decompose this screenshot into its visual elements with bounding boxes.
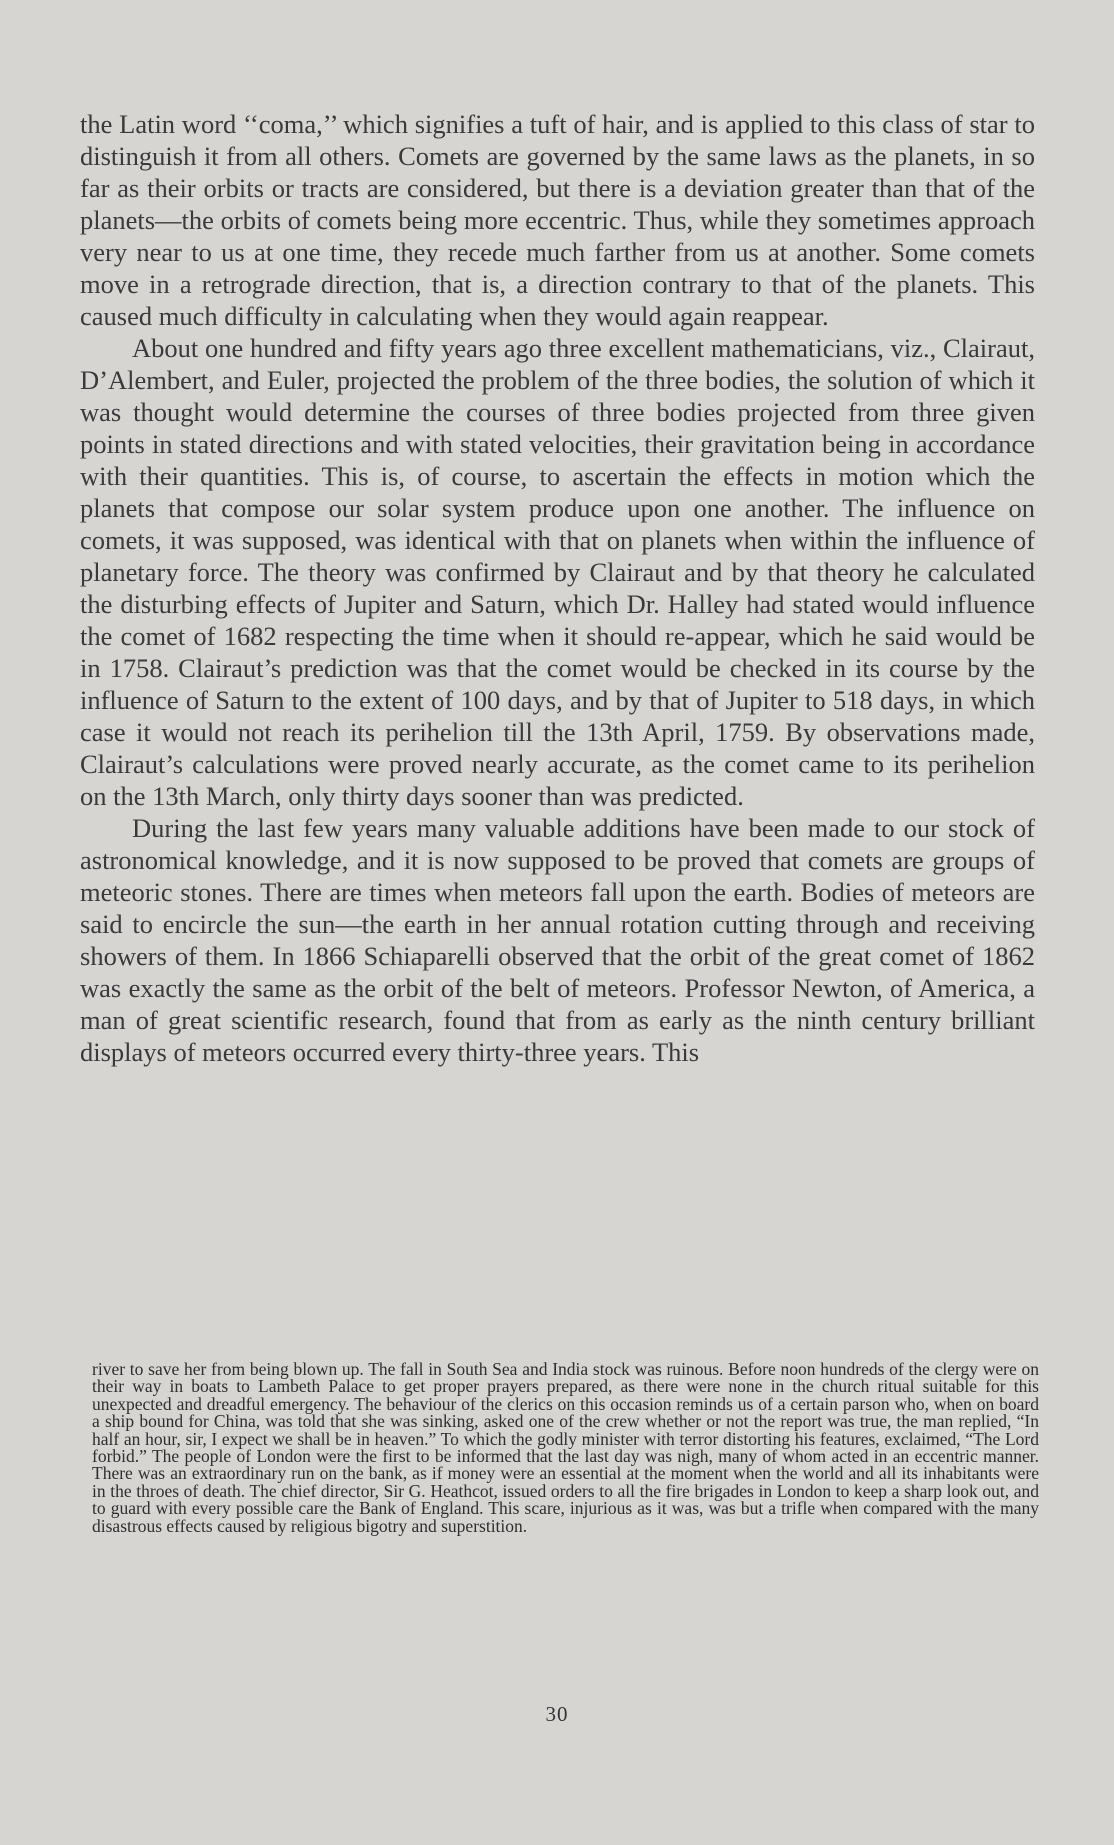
paragraph-meteoric-stones: During the last few years many valuable additions have been made to our stock of astronomical knowledge, and it is now supposed to be proved that comets are groups of meteoric stones. There are times when meteors fall upon the earth. Bodies of meteors are said to encircle the sun—the earth in her annual rotation cutting through and receiving showers of them. In 1866 Schiaparelli observed that the orbit of the great comet of 1862 was exactly the same as the orbit of the belt of meteors. Professor Newton, of America, a man of great scientific research, found that from as early as the ninth century brilliant displays of meteors occurred every thirty-three years. This <box>80 813 1035 1067</box>
page-number: 30 <box>545 1702 569 1726</box>
main-text-body <box>80 108 1035 1068</box>
paragraph-comets-orbits: the Latin word ‘‘coma,’’ which signifies a tuft of hair, and is applied to this class of star to distinguish it from all others. Comets are governed by the same laws as the planets, in so far as their orbits or tracts are considered, but there is a deviation greater than that of the planets—the orbits of comets being more eccentric. Thus, while they sometimes approach very near to us at one time, they recede much farther from us at another. Some comets move in a retrograde direction, that is, a direction contrary to that of the planets. This caused much difficulty in calculating when they would again reappear. <box>80 109 1035 331</box>
paragraph-three-bodies-problem: About one hundred and fifty years ago three excellent mathematicians, viz., Clairaut, D’Alembert, and Euler, projected the problem of the three bodies, the solution of which it was thought would determine the courses of three bodies projected from three given points in stated directions and with stated velocities, their gravitation being in accordance with their quantities. This is, of course, to ascertain the effects in motion which the planets that compose our solar system produce upon one another. The influence on comets, it was supposed, was identical with that on planets when within the influence of planetary force. The theory was confirmed by Clairaut and by that theory he calculated the disturbing effects of Jupiter and Saturn, which Dr. Halley had stated would influence the comet of 1682 respecting the time when it should re-appear, which he said would be in 1758. Clairaut’s prediction was that the comet would be checked in its course by the influence of Saturn to the extent of 100 days, and by that of Jupiter to 518 days, in which case it would not reach its perihelion till the 13th April, 1759. By observations made, Clairaut’s calculations were proved nearly accurate, as the comet came to its perihelion on the 13th March, only thirty days sooner than was predicted. <box>80 333 1035 811</box>
footnote: river to save her from being blown up. The fall in South Sea and India stock was ruinous. Before noon hundreds of the clergy were on their way in boats to Lambeth Palace to get proper prayers prepared, as there were none in the church ritual suitable for this unexpected and dreadful emergency. The behaviour of the clerics on this occasion reminds us of a certain parson who, when on board a ship bound for China, was told that she was sinking, asked one of the crew whether or not the report was true, the man replied, “In half an hour, sir, I expect we shall be in heaven.” To which the godly minister with terror distorting his features, exclaimed, “The Lord forbid.” The people of London were the first to be informed that the last day was nigh, many of whom acted in an eccentric manner. There was an extraordinary run on the bank, as if money were an essential at the moment when the world and all its inhabitants were in the throes of death. The chief director, Sir G. Heathcot, issued orders to all the fire brigades in London to keep a sharp look out, and to guard with every possible care the Bank of England. This scare, injurious as it was, was but a trifle when compared with the many disastrous effects caused by religious bigotry and superstition. <box>92 1359 1039 1536</box>
